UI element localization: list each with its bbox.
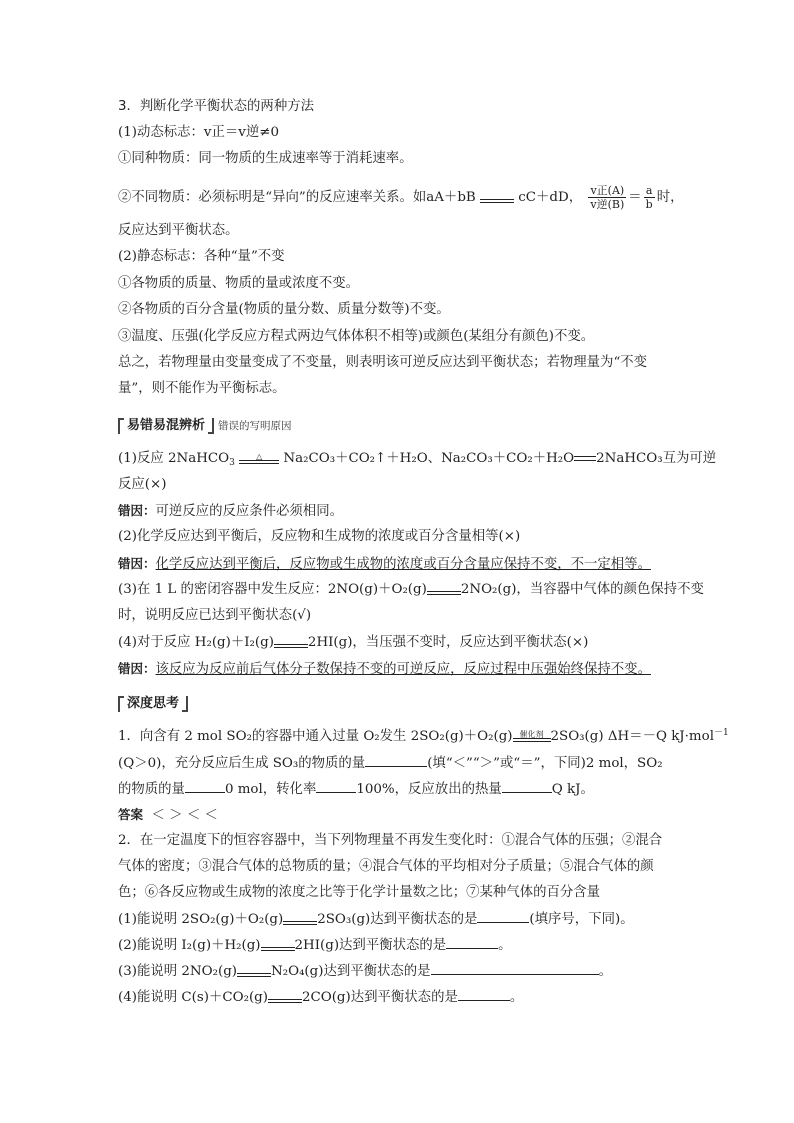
deep-q1-line-2 [118,754,663,773]
reversible-arrow [274,636,308,650]
error-1 [118,502,343,521]
catalyst-arrow-icon [513,730,551,744]
answer-blank-8[interactable] [458,988,510,1001]
deep-q1-line-3 [118,780,594,799]
heat-symbol: △ [256,451,263,461]
summary-line-2: 量”，则不能作为平衡标志。 [118,381,286,396]
answer-label: 答案 [118,807,144,822]
q4-part-b: 2HI(g)，当压强不变时，反应达到平衡状态(×) [307,635,589,650]
deep-q1-text-2: (填“＜”“＞”或“＝”，下同)2 mol，SO₂ [427,756,663,771]
item2-mid: cC＋dD， [518,190,583,205]
deep-q1-answer [118,806,218,825]
sub1-part-b: 2SO₃(g)达到平衡状态的是 [317,912,478,927]
mistakes-title: 易错易混辨析 [127,418,206,433]
rate-fraction [588,184,626,211]
mistake-q1: (1)反应 2NaHCO$_3$ △ Na₂CO₃＋CO₂↑＋H₂O、Na₂CO₃＋CO₂＋H₂O 2NaHCO₃互为可逆 [118,450,716,469]
q1-part-b: Na₂CO₃＋CO₂↑＋H₂O、Na₂CO₃＋CO₂＋H₂O [283,451,575,466]
dynamic-item-1: ①同种物质：同一物质的生成速率等于消耗速率。 [118,151,413,166]
error-4 [118,660,651,679]
error-label: 错因： [118,556,156,571]
answer-blank-1[interactable] [365,754,427,767]
reversible-arrow [268,991,302,1005]
dynamic-label: (1)动态标志： [118,125,204,140]
answer-blank-5[interactable] [477,910,529,923]
sub3-part-c: 。 [598,964,612,979]
sub2-part-b: 2HI(g)达到平衡状态的是 [294,938,447,953]
q3-part-b: 2NO₂(g)，当容器中气体的颜色保持不变 [460,582,704,597]
sub4-part-b: 2CO(g)达到平衡状态的是 [301,990,458,1005]
deep-q2-line-1: 2．在一定温度下的恒容容器中，当下列物理量不再发生变化时：①混合气体的压强；②混合 [118,833,663,848]
deep-q1-text-4: 0 mol，转化率 [224,782,317,797]
sub3-part-a: (3)能说明 2NO₂(g) [118,964,237,979]
error-4-text: 该反应为反应前后气体分子数保持不变的可逆反应，反应过程中压强始终保持不变。 [155,662,651,677]
mistake-q3 [118,581,704,599]
mistakes-bar [118,414,292,434]
deep-q2-line-2: 气体的密度；③混合气体的总物质的量；④混合气体的平均相对分子质量；⑤混合气体的颜 [118,859,654,874]
static-item-2: ②各物质的百分含量(物质的量分数、质量分数等)不变。 [118,302,450,317]
q1-part-a: (1)反应 2NaHCO [118,451,230,466]
reversible-arrow [237,965,271,979]
mistakes-note: 错误的写明原因 [218,420,292,432]
reversible-arrow [427,583,461,597]
dynamic-marker [118,124,279,142]
item2-prefix: ②不同物质：必须标明是“异向”的反应速率关系。如aA＋bB [118,190,476,205]
deep-q1-part-b: 2SO₃(g) ΔH＝－Q kJ·mol [550,729,714,744]
section-title: 3．判断化学平衡状态的两种方法 [118,99,314,114]
reversible-arrow [480,191,514,205]
mistake-q1-cont: 反应(×) [118,477,167,492]
item2-suffix: 时， [656,190,684,205]
dynamic-expression: v正＝v逆≠0 [203,125,279,140]
deep-q1 [118,728,729,747]
equals-sign-icon [574,454,596,464]
bracket-left-icon [118,696,124,712]
static-label: (2)静态标志：各种“量”不变 [118,249,285,264]
q4-part-a: (4)对于反应 H₂(g)＋I₂(g) [118,635,274,650]
answer-blank-2[interactable] [185,780,225,793]
error-1-text: 可逆反应的反应条件必须相同。 [155,504,343,519]
heat-arrow-icon [239,452,279,466]
error-label: 错因： [118,661,156,676]
mistake-q2: (2)化学反应达到平衡后，反应物和生成物的浓度或百分含量相等(×) [118,529,521,544]
sub2-part-a: (2)能说明 I₂(g)＋H₂(g) [118,938,261,953]
mistake-q3-cont: 时，说明反应已达到平衡状态(√) [118,608,312,623]
rate-denominator: v逆(B) [590,198,625,211]
sub4-part-c: 。 [509,990,524,1005]
static-item-3: ③温度、压强(化学反应方程式两边气体体积不相等)或颜色(某组分有颜色)不变。 [118,329,595,344]
coef-fraction [644,184,655,211]
coef-denominator: b [645,198,653,211]
deep-q2-sub-4 [118,988,523,1007]
sub2-part-c: 。 [498,938,512,953]
unit-exponent: －1 [713,728,729,738]
reversible-arrow [261,939,295,953]
deep-q2-sub-2 [118,936,512,955]
bracket-right-icon [182,696,188,712]
error-2-text: 化学反应达到平衡后，反应物或生成物的浓度或百分含量应保持不变，不一定相等。 [155,557,651,572]
deep-q1-text-1: (Q＞0)，充分反应后生成 SO₃的物质的量 [118,756,366,771]
answer-text: ＜ ＞ ＜ ＜ [151,808,218,823]
answer-blank-7[interactable] [431,962,599,975]
deep-q2-sub-3 [118,962,612,981]
q1-part-c: 2NaHCO₃互为可逆 [596,451,717,466]
deep-q1-text-5: 100%，反应放出的热量 [356,782,502,797]
answer-blank-3[interactable] [316,780,356,793]
deep-q2-line-3: 色；⑥各反应物或生成物的浓度之比等于化学计量数之比；⑦某种气体的百分含量 [118,885,601,900]
sub1-part-a: (1)能说明 2SO₂(g)＋O₂(g) [118,912,284,927]
sub3-part-b: N₂O₄(g)达到平衡状态的是 [271,964,431,979]
sub1-part-c: (填序号，下同)。 [529,912,634,927]
deep-q1-part-a: 1．向含有 2 mol SO₂的容器中通入过量 O₂发生 2SO₂(g)＋O₂(g) [118,729,513,744]
mistake-q4 [118,634,588,652]
answer-blank-4[interactable] [502,780,552,793]
rate-numerator: v正(A) [588,184,626,198]
error-label: 错因： [118,503,156,518]
coef-numerator: a [644,184,655,198]
catalyst-label: 催化剂 [519,729,544,739]
deep-thinking-title: 深度思考 [127,696,180,711]
deep-q2-sub-1 [118,910,634,929]
static-item-1: ①各物质的质量、物质的量或浓度不变。 [118,276,360,291]
error-2 [118,555,651,574]
deep-q1-text-3: 的物质的量 [118,782,185,797]
summary-line-1: 总之，若物理量由变量变成了不变量，则表明该可逆反应达到平衡状态；若物理量为“不变 [118,355,648,370]
deep-thinking-bar [118,692,188,712]
bracket-left-icon [118,418,124,434]
q3-part-a: (3)在 1 L 的密闭容器中发生反应：2NO(g)＋O₂(g) [118,582,427,597]
answer-blank-6[interactable] [446,936,498,949]
reversible-arrow [283,913,317,927]
dynamic-item-2-cont: 反应达到平衡状态。 [118,223,239,238]
bracket-right-icon [208,418,214,434]
dynamic-item-2: ②不同物质：必须标明是“异向”的反应速率关系。如aA＋bB cC＋dD， $\frac{\text{v正(A)}}{\text{v逆(B)}}$ ＝ $\frac{a}{b}$ 时， [118,184,684,211]
sub4-part-a: (4)能说明 C(s)＋CO₂(g) [118,990,268,1005]
deep-q1-text-6: Q kJ。 [551,782,594,797]
